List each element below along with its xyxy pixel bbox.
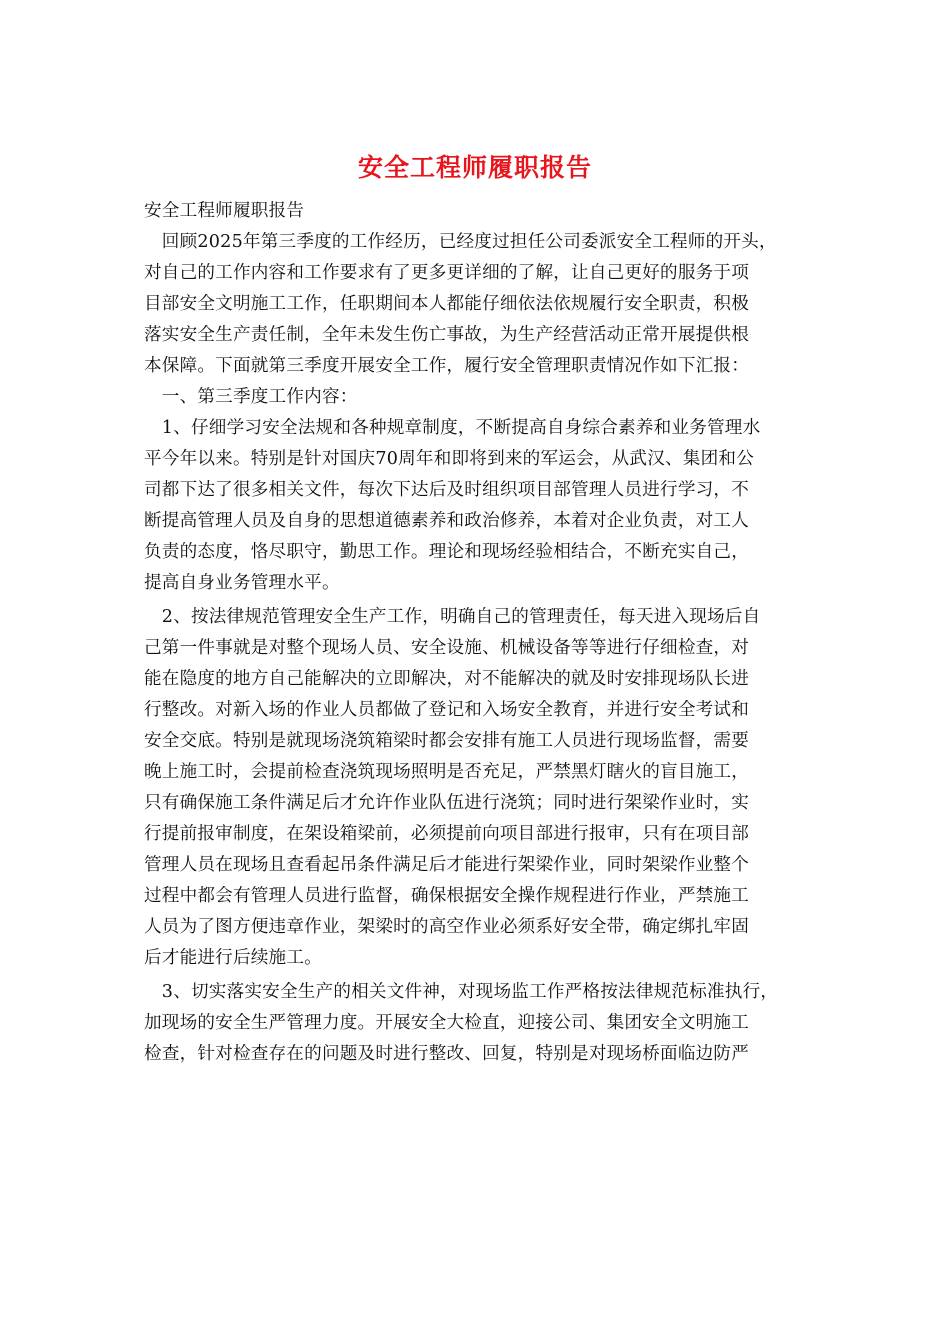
paragraph-line: 3、切实落实安全生产的相关文件神，对现场监工作严格按法律规范标准执行， — [144, 982, 779, 1002]
paragraph-line: 2、按法律规范管理安全生产工作，明确自己的管理责任，每天进入现场后自 — [144, 607, 761, 627]
paragraph-line: 人员为了图方便违章作业，架梁时的高空作业必须系好安全带，确定绑扎牢固 — [144, 917, 749, 937]
paragraph-line: 检查，针对检查存在的问题及时进行整改、回复，特别是对现场桥面临边防严 — [144, 1044, 749, 1064]
paragraph-line: 己第一件事就是对整个现场人员、安全设施、机械设备等等进行仔细检查，对 — [144, 638, 749, 658]
paragraph-line: 断提高管理人员及自身的思想道德素养和政治修养，本着对企业负责，对工人 — [144, 511, 749, 531]
paragraph-line: 行提前报审制度，在架设箱梁前，必须提前向项目部进行报审，只有在项目部 — [144, 824, 749, 844]
paragraph-line: 加现场的安全生严管理力度。开展安全大检直，迎接公司、集团安全文明施工 — [144, 1013, 749, 1033]
paragraph-line: 安全交底。特别是就现场浇筑箱梁时都会安排有施工人员进行现场监督，需要 — [144, 731, 749, 751]
paragraph-line: 过程中都会有管理人员进行监督，确保根据安全操作规程进行作业，严禁施工 — [144, 886, 749, 906]
paragraph-line: 平今年以来。特别是针对国庆70周年和即将到来的军运会，从武汉、集团和公 — [144, 449, 754, 469]
paragraph-line: 能在隐度的地方自己能解决的立即解决，对不能解决的就及时安排现场队长进 — [144, 669, 749, 689]
paragraph-line: 只有确保施工条件满足后才允许作业队伍进行浇筑；同时进行架梁作业时，实 — [144, 793, 749, 813]
paragraph-line: 对自己的工作内容和工作要求有了更多更详细的了解，让自己更好的服务于项 — [144, 263, 749, 283]
document-body — [144, 196, 808, 1070]
paragraph-line: 本保障。下面就第三季度开展安全工作，履行安全管理职责情况作如下汇报： — [144, 356, 749, 376]
paragraph-line: 1、仔细学习安全法规和各种规章制度，不断提高自身综合素养和业务管理水 — [144, 418, 761, 438]
paragraph-line: 司都下达了很多相关文件，每次下达后及时组织项目部管理人员进行学习，不 — [144, 480, 749, 500]
paragraph-line: 负责的态度，恪尽职守，勤思工作。理论和现场经验相结合，不断充实自己， — [144, 542, 749, 562]
paragraph-line: 目部安全文明施工工作，任职期间本人都能仔细依法依规履行安全职责，积极 — [144, 294, 749, 314]
paragraph-line: 落实安全生产责任制，全年未发生伤亡事故，为生产经营活动正常开展提供根 — [144, 325, 749, 345]
paragraph-line: 回顾2025年第三季度的工作经历，已经度过担任公司委派安全工程师的开头， — [144, 232, 777, 252]
subtitle-line: 安全工程师履职报告 — [144, 201, 305, 221]
paragraph-line: 提高自身业务管理水平。 — [144, 573, 340, 593]
paragraph-line: 管理人员在现场且查看起吊条件满足后才能进行架梁作业，同时架梁作业整个 — [144, 855, 749, 875]
document-title: 安全工程师履职报告 — [357, 153, 592, 182]
paragraph-line: 行整改。对新入场的作业人员都做了登记和入场安全教育，并进行安全考试和 — [144, 700, 749, 720]
section-heading: 一、第三季度工作内容： — [144, 387, 358, 407]
paragraph-line: 后才能进行后续施工。 — [144, 948, 322, 968]
paragraph-line: 晚上施工时，会提前检查浇筑现场照明是否充足，严禁黑灯瞎火的盲目施工， — [144, 762, 749, 782]
